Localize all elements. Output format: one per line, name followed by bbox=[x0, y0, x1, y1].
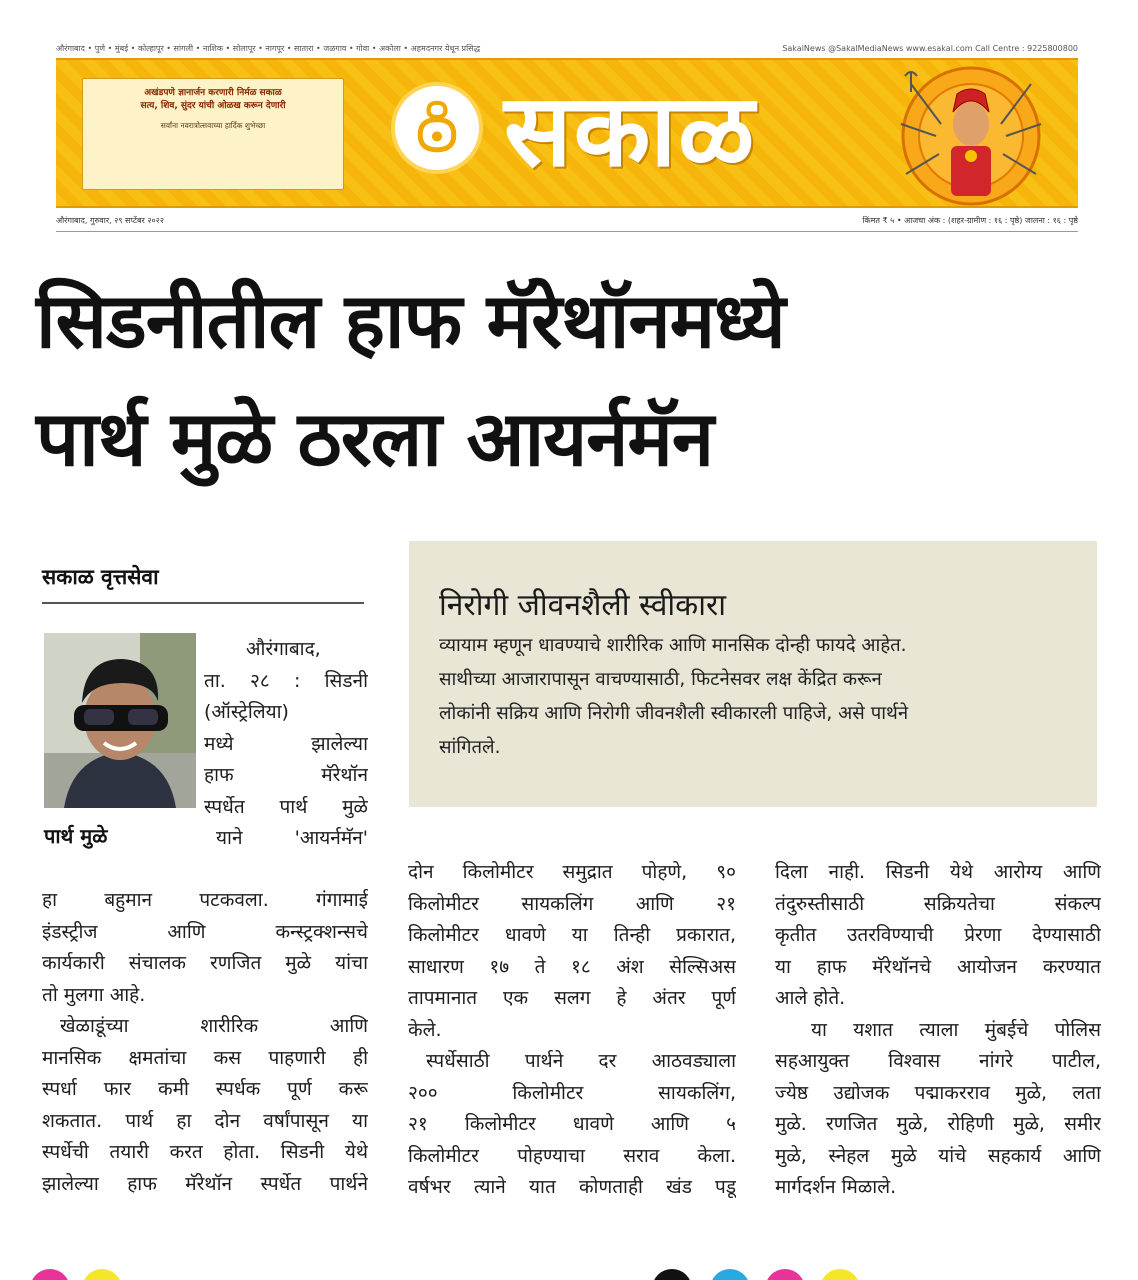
registration-dot bbox=[765, 1269, 805, 1280]
text-line: आले होते. bbox=[775, 987, 846, 1009]
quote-line-1: अखंडपणे ज्ञानार्जन करणारी निर्मळ सकाळ bbox=[144, 88, 282, 98]
text-line: हाफ मॅरेथॉन bbox=[204, 764, 368, 786]
byline-rule bbox=[42, 602, 364, 604]
text-line: या यशात त्याला मुंबईचे पोलिस bbox=[811, 1018, 1101, 1041]
text-line: मार्गदर्शन मिळाले. bbox=[775, 1176, 897, 1198]
sidebar-line: साथीच्या आजारापासून वाचण्यासाठी, फिटनेसवर लक्ष केंद्रित करून bbox=[439, 669, 882, 690]
price-info: किंमत ₹ ५ • आजचा अंक : (शहर-ग्रामीण : १६ : पृष्ठे) जालना : १६ : पृष्ठे bbox=[862, 216, 1078, 225]
photo-caption: पार्थ मुळे bbox=[44, 824, 108, 848]
registration-dot bbox=[820, 1269, 860, 1280]
article-column-3 bbox=[775, 857, 1101, 1204]
masthead-banner bbox=[56, 58, 1078, 208]
text-line: दिला नाही. सिडनी येथे आरोग्य आणि bbox=[775, 861, 1101, 883]
intro-text-wrap bbox=[204, 634, 368, 855]
text-line: २०० किलोमीटर सायकलिंग, bbox=[408, 1081, 736, 1104]
contact-info: SakalNews @SakalMediaNews www.esakal.com Call Centre : 9225800800 bbox=[782, 43, 1078, 53]
text-line: स्पर्धेसाठी पार्थने दर आठवड्याला bbox=[426, 1050, 736, 1072]
masthead-quote-box bbox=[82, 78, 344, 190]
article-headline bbox=[36, 262, 1106, 498]
registration-dot bbox=[30, 1269, 70, 1280]
quote-note: सर्वांना नवरात्रोत्सवाच्या हार्दिक शुभेच्छा bbox=[160, 121, 266, 131]
text-line: औरंगाबाद, bbox=[246, 638, 321, 660]
sidebar-line: लोकांनी सक्रिय आणि निरोगी जीवनशैली स्वीकारली पाहिजे, असे पार्थने bbox=[439, 703, 909, 724]
masthead-logo-text: सकाळ bbox=[504, 72, 757, 189]
sidebar-box bbox=[409, 541, 1097, 807]
registration-dot bbox=[82, 1269, 122, 1280]
text-line: झालेल्या हाफ मॅरेथॉन स्पर्धेत पार्थने bbox=[42, 1172, 368, 1195]
sidebar-line: सांगितले. bbox=[439, 737, 501, 758]
text-line: केले. bbox=[408, 1018, 442, 1041]
text-line: या हाफ मॅरेथॉनचे आयोजन करण्यात bbox=[775, 955, 1101, 978]
text-line: ज्येष्ठ उद्योजक पद्माकरराव मुळे, लता bbox=[775, 1081, 1101, 1104]
byline: सकाळ वृत्तसेवा bbox=[42, 565, 159, 589]
text-line: खेळाडूंच्या शारीरिक आणि bbox=[60, 1015, 368, 1037]
text-line: किलोमीटर धावणे या तिन्ही प्रकारात, bbox=[408, 924, 736, 946]
text-line: स्पर्धा फार कमी स्पर्धक पूर्ण करू bbox=[42, 1078, 368, 1100]
text-line: साधारण १७ ते १८ अंश सेल्सिअस bbox=[408, 955, 736, 978]
article-column-1 bbox=[42, 885, 368, 1200]
sidebar-line: व्यायाम म्हणून धावण्याचे शारीरिक आणि मानसिक दोन्ही फायदे आहेत. bbox=[439, 635, 907, 656]
registration-dot bbox=[652, 1269, 692, 1280]
text-line: स्पर्धेत पार्थ मुळे bbox=[204, 795, 368, 818]
text-line: सहआयुक्त विश्वास नांगरे पाटील, bbox=[775, 1050, 1101, 1072]
sidebar-title: निरोगी जीवनशैली स्वीकारा bbox=[439, 588, 727, 623]
article-column-2 bbox=[408, 857, 736, 1204]
headline-line-1: सिडनीतील हाफ मॅरेथॉनमध्ये bbox=[36, 276, 785, 365]
text-line: तापमानात एक सलग हे अंतर पूर्ण bbox=[408, 987, 736, 1009]
sakal-logo-icon bbox=[391, 82, 483, 174]
text-line: मानसिक क्षमतांचा कस पाहणारी ही bbox=[42, 1046, 368, 1069]
text-line: किलोमीटर पोहण्याचा सराव केला. bbox=[408, 1144, 736, 1167]
text-line: २१ किलोमीटर धावणे आणि ५ bbox=[408, 1113, 736, 1135]
text-line: मुळे. रणजित मुळे, रोहिणी मुळे, समीर bbox=[775, 1113, 1101, 1135]
text-line: कृतीत उतरविण्याची प्रेरणा देण्यासाठी bbox=[775, 924, 1101, 946]
edition-date: औरंगाबाद, गुरुवार, २९ सप्टेंबर २०२२ bbox=[56, 216, 165, 225]
headline-line-2: पार्थ मुळे ठरला आयर्नमॅन bbox=[36, 394, 714, 483]
text-line: किलोमीटर सायकलिंग आणि २१ bbox=[408, 892, 736, 915]
text-line: ता. २८ : सिडनी bbox=[204, 669, 368, 692]
text-line: स्पर्धेची तयारी करत होता. सिडनी येथे bbox=[42, 1141, 368, 1163]
text-line: तंदुरुस्तीसाठी सक्रियतेचा संकल्प bbox=[775, 892, 1101, 915]
text-line: याने 'आयर्नमॅन' bbox=[216, 827, 368, 849]
text-line: (ऑस्ट्रेलिया) bbox=[204, 701, 289, 723]
masthead-topline bbox=[56, 38, 1078, 58]
text-line: हा बहुमान पटकवला. गंगामाई bbox=[42, 889, 368, 911]
sidebar-body bbox=[439, 629, 1079, 765]
editions-list: औरंगाबाद • पुणे • मुंबई • कोल्हापूर • सांगली • नाशिक • सोलापूर • नागपूर • सातारा • जळगाव • गोवा • अकोला • अहमदनगर येथून प्रसिद्ध bbox=[56, 43, 480, 53]
registration-dot bbox=[710, 1269, 750, 1280]
text-line: तो मुलगा आहे. bbox=[42, 983, 146, 1006]
text-line: मध्ये झालेल्या bbox=[204, 732, 368, 755]
text-line: मुळे, स्नेहल मुळे यांचे सहकार्य आणि bbox=[775, 1144, 1101, 1167]
goddess-illustration bbox=[871, 64, 1071, 208]
text-line: कार्यकारी संचालक रणजित मुळे यांचा bbox=[42, 952, 368, 974]
text-line: वर्षभर त्याने यात कोणताही खंड पडू bbox=[408, 1176, 736, 1198]
author-photo bbox=[44, 633, 196, 808]
quote-line-2: सत्य, शिव, सुंदर यांची ओळख करून देणारी bbox=[140, 101, 286, 112]
text-line: इंडस्ट्रीज आणि कन्स्ट्रक्शन्सचे bbox=[42, 920, 368, 943]
masthead-dateline bbox=[56, 210, 1078, 232]
text-line: दोन किलोमीटर समुद्रात पोहणे, ९० bbox=[408, 861, 736, 883]
text-line: शकतात. पार्थ हा दोन वर्षांपासून या bbox=[42, 1109, 368, 1132]
